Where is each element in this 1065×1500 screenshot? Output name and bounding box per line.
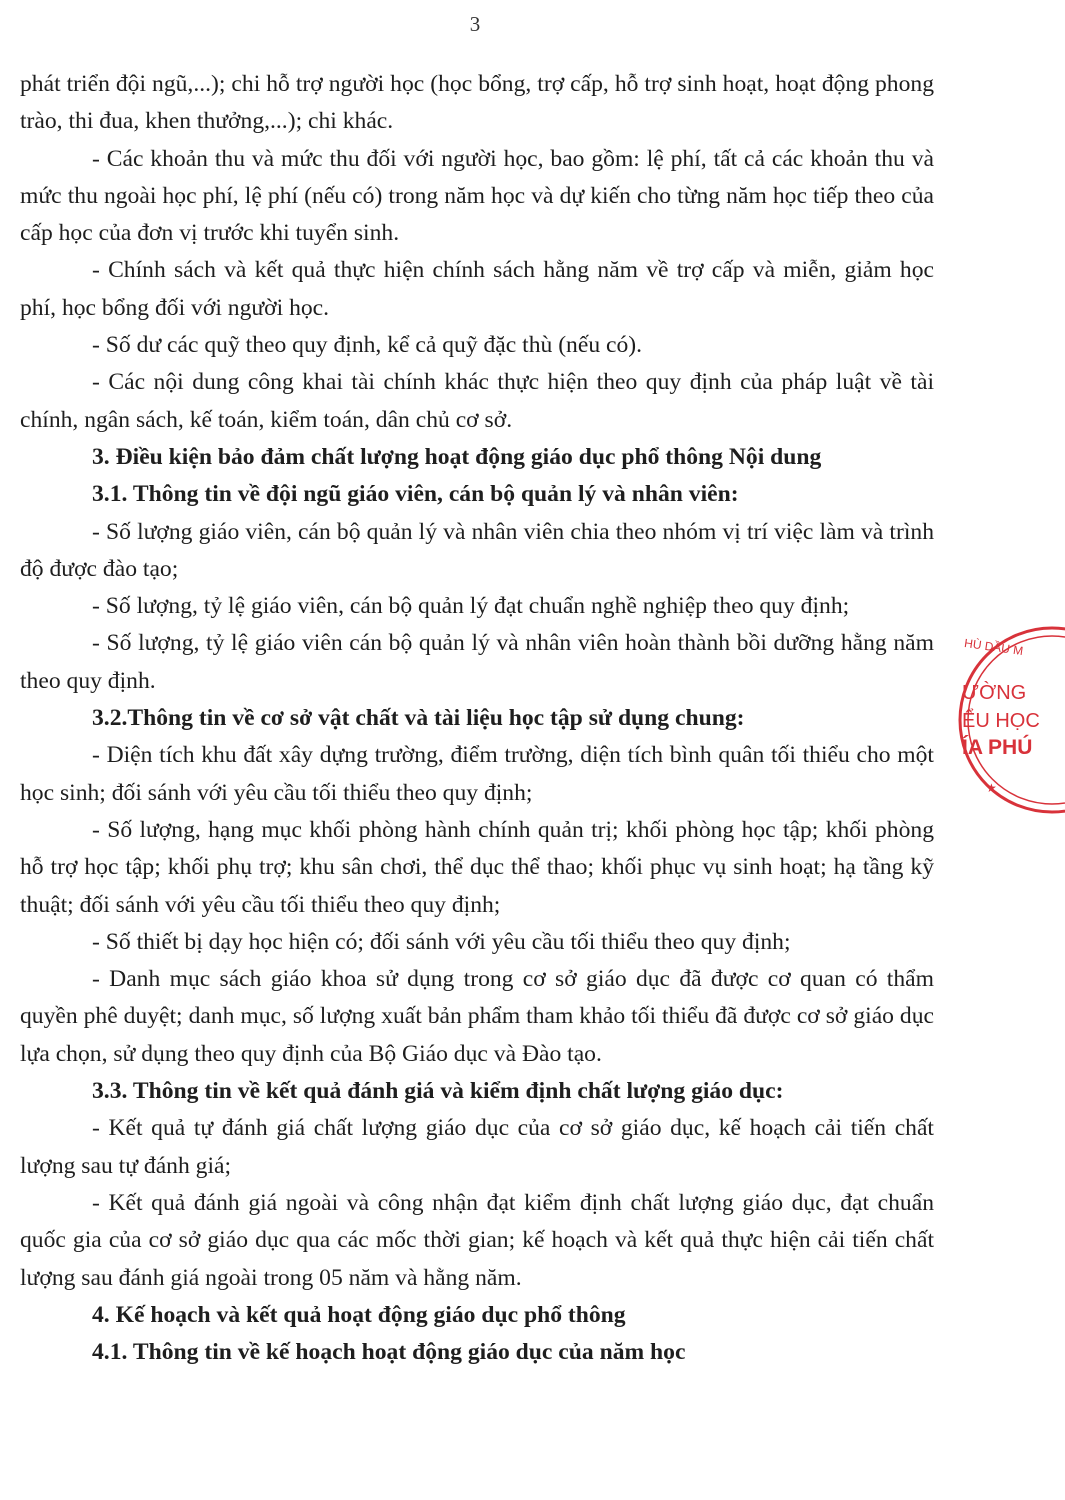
seal-text-line-3: ÍA PHÚ (962, 736, 1033, 759)
paragraph-continuation: phát triển đội ngũ,...); chi hỗ trợ người học (học bổng, trợ cấp, hỗ trợ sinh hoạt, hoạt động phong trào, thi đua, khen thưởng,...); chi khác. (20, 71, 934, 135)
paragraph-textbooks: - Danh mục sách giáo khoa sử dụng trong cơ sở giáo dục đã được cơ quan có thẩm quyền phê duyệt; danh mục, số lượng xuất bản phẩm tham khảo tối thiểu đã được cơ sở giáo dục lựa chọn, sử dụng theo quy định của Bộ Giáo dục và Đào tạo. (20, 966, 934, 1067)
page-number: 3 (469, 12, 481, 36)
paragraph-tuition-policy: - Chính sách và kết quả thực hiện chính sách hằng năm về trợ cấp và miễn, giảm học phí, học bổng đối với người học. (20, 257, 934, 321)
paragraph-facility-blocks: - Số lượng, hạng mục khối phòng hành chính quản trị; khối phòng học tập; khối phòng hỗ trợ học tập; khối phụ trợ; khu sân chơi, thể dục thể thao; khối phục vụ sinh hoạt; hạ tầng kỹ thuật; đối sánh với yêu cầu tối thiểu theo quy định; (20, 816, 934, 918)
section-heading-3-1: 3.1. Thông tin về đội ngũ giáo viên, cán bộ quản lý và nhân viên: (92, 481, 739, 508)
paragraph-equipment: - Số thiết bị dạy học hiện có; đối sánh với yêu cầu tối thiểu theo quy định; (92, 928, 791, 955)
paragraph-fund-balance: - Số dư các quỹ theo quy định, kể cả quỹ đặc thù (nếu có). (92, 332, 643, 359)
paragraph-external-assessment: - Kết quả đánh giá ngoài và công nhận đạt kiểm định chất lượng giáo dục, đạt chuẩn quốc gia của cơ sở giáo dục qua các mốc thời gian; kế hoạch và kết quả thực hiện cải tiến chất lượng sau đánh giá ngoài trong 05 năm và hằng năm. (20, 1189, 934, 1291)
paragraph-staff-standard: - Số lượng, tỷ lệ giáo viên, cán bộ quản lý đạt chuẩn nghề nghiệp theo quy định; (92, 593, 850, 620)
paragraph-staff-count: - Số lượng giáo viên, cán bộ quản lý và nhân viên chia theo nhóm vị trí việc làm và trình độ được đào tạo; (20, 518, 934, 582)
document-body (20, 66, 934, 1371)
school-seal-stamp (940, 622, 1065, 822)
seal-text-line-1: ƯỜNG (962, 682, 1027, 704)
seal-text-line-2: ỂU HỌC (962, 710, 1040, 732)
paragraph-fees: - Các khoản thu và mức thu đối với người học, bao gồm: lệ phí, tất cả các khoản thu và mức thu ngoài học phí, lệ phí (nếu có) trong năm học và dự kiến cho từng năm học tiếp theo của cấp học của đơn vị trước khi tuyển sinh. (20, 145, 934, 247)
paragraph-other-disclosure: - Các nội dung công khai tài chính khác thực hiện theo quy định của pháp luật về tài chính, ngân sách, kế toán, kiểm toán, dân chủ cơ sở. (20, 369, 934, 433)
section-heading-3: 3. Điều kiện bảo đảm chất lượng hoạt động giáo dục phổ thông Nội dung (92, 443, 822, 470)
section-heading-4: 4. Kế hoạch và kết quả hoạt động giáo dục phổ thông (92, 1301, 626, 1328)
section-heading-4-1: 4.1. Thông tin về kế hoạch hoạt động giáo dục của năm học (92, 1339, 686, 1366)
section-heading-3-2: 3.2.Thông tin về cơ sở vật chất và tài liệu học tập sử dụng chung: (92, 705, 745, 732)
paragraph-self-assessment: - Kết quả tự đánh giá chất lượng giáo dục của cơ sở giáo dục, kế hoạch cải tiến chất lượng sau tự đánh giá; (20, 1115, 934, 1179)
seal-top-text: HÙ DẦU M (963, 635, 1025, 659)
paragraph-land-area: - Diện tích khu đất xây dựng trường, điểm trường, diện tích bình quân tối thiểu cho một học sinh; đối sánh với yêu cầu tối thiểu theo quy định; (20, 742, 934, 806)
section-heading-3-3: 3.3. Thông tin về kết quả đánh giá và kiểm định chất lượng giáo dục: (92, 1078, 784, 1105)
paragraph-staff-training: - Số lượng, tỷ lệ giáo viên cán bộ quản lý và nhân viên hoàn thành bồi dưỡng hằng năm theo quy định. (20, 630, 934, 694)
svg-text:★: ★ (986, 781, 997, 795)
